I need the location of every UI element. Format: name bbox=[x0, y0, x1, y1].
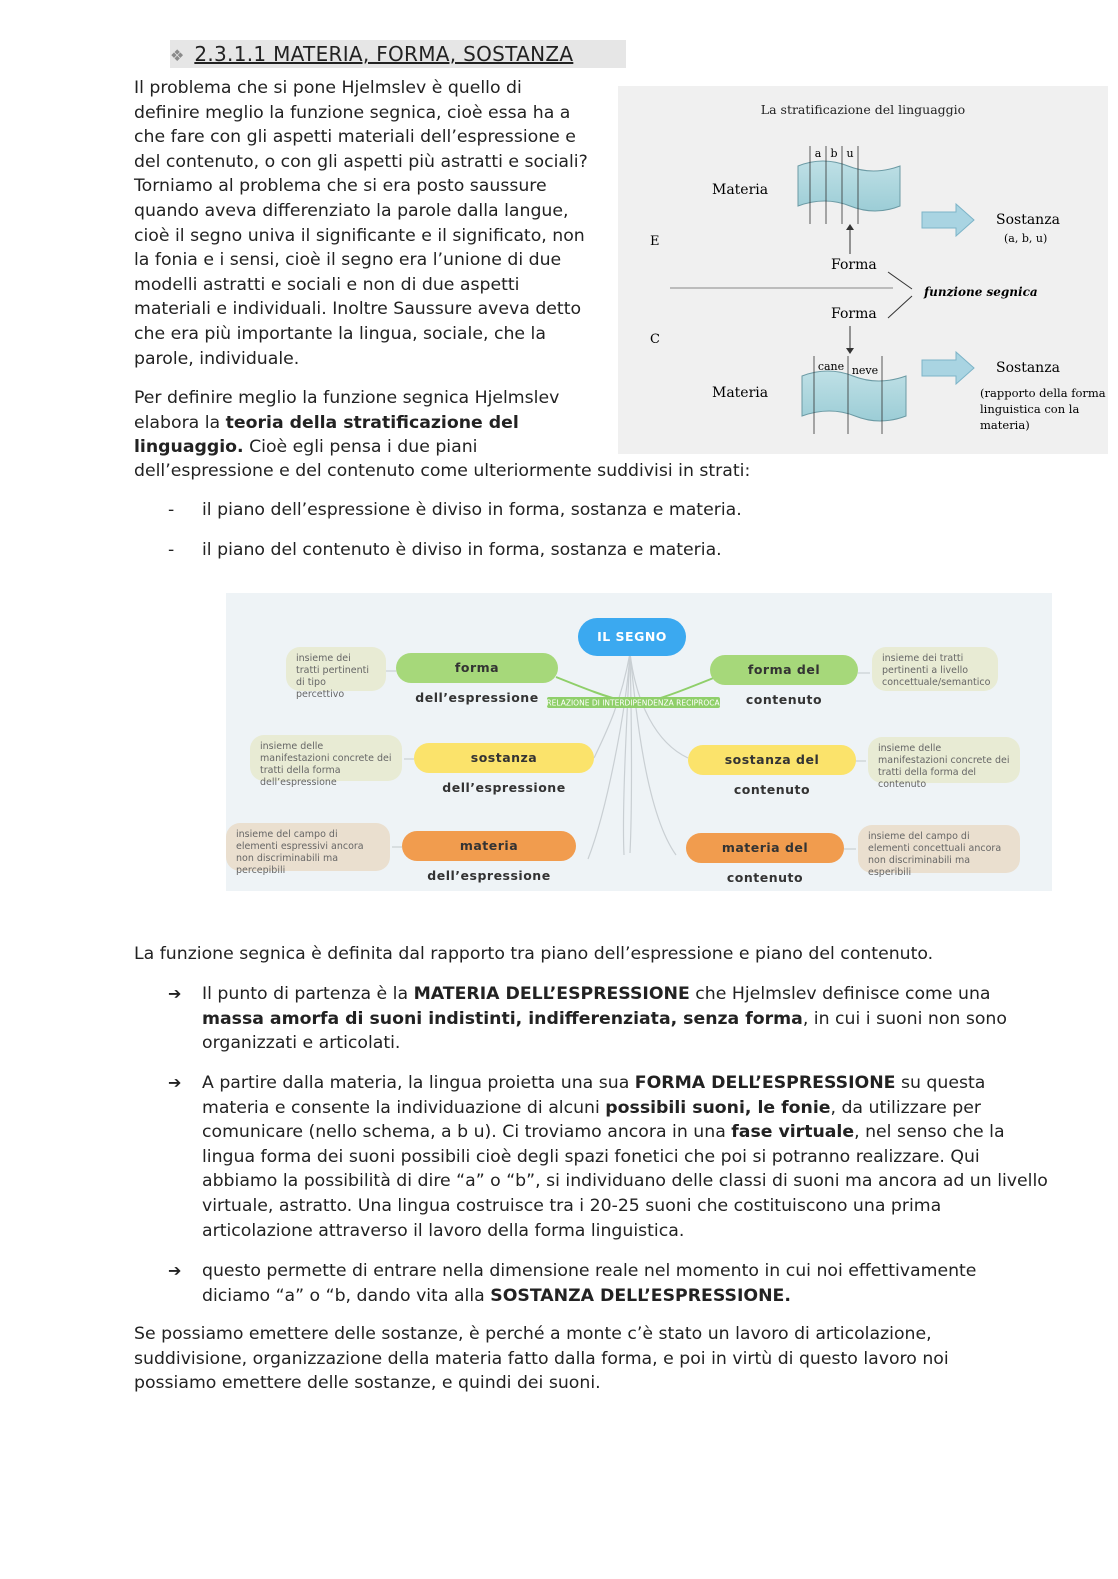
arrow-sostanza-bottom-icon bbox=[922, 352, 974, 384]
intro-line: Il problema che si pone Hjelmslev è quello di bbox=[134, 78, 522, 98]
figure-title: La stratificazione del linguaggio bbox=[760, 102, 966, 117]
intro-line: parole, individuale. bbox=[134, 348, 300, 369]
arrow-bold: FORMA DELL’ESPRESSIONE bbox=[634, 1073, 896, 1093]
note-sostanza-espressione: insieme delle manifestazioni concrete dei tratti della forma dell’espressione bbox=[250, 735, 402, 781]
intro-line: che era più importante la lingua, sociale, che la bbox=[134, 323, 546, 344]
arrow-item-text bbox=[202, 1071, 1048, 1243]
label-c: C bbox=[650, 332, 660, 347]
strat-line bbox=[134, 435, 604, 460]
strat-line: dell’espressione e del contenuto come ulteriormente suddivisi in strati: bbox=[134, 461, 751, 481]
strat-line: Per definire meglio la funzione segnica Hjelmslev bbox=[134, 388, 560, 408]
arrow-right-icon: ➔ bbox=[168, 1073, 182, 1092]
wavy-band-bottom bbox=[802, 371, 906, 421]
intro-line: la fonia e i sensi, cioè il segno era l’unione di due bbox=[134, 250, 562, 271]
note-sostanza-contenuto: insieme delle manifestazioni concrete dei tratti della forma del contenuto bbox=[868, 737, 1020, 783]
arrow-bold: massa amorfa di suoni indistinti, indifferenziata, senza forma bbox=[202, 1008, 803, 1029]
intro-paragraph bbox=[134, 76, 624, 371]
letter-a: a bbox=[814, 147, 822, 160]
arrow-text: su questa materia e consente la individuazione di alcuni bbox=[202, 1073, 986, 1118]
list-item bbox=[168, 498, 968, 538]
strat-text: Cioè egli pensa i due piani bbox=[243, 437, 478, 458]
intro-line: definire meglio la funzione segnica, cioè essa ha a bbox=[134, 102, 571, 123]
intro-line: cioè il segno univa il significante e il significato, non bbox=[134, 225, 585, 246]
intro-line: che fare con gli aspetti materiali dell’espressione e bbox=[134, 127, 576, 148]
closing-paragraph: Se possiamo emettere delle sostanze, è perché a monte c’è stato un lavoro di articolazione, suddivisione, organizzazione della materia fatto dalla forma, e poi in virtù di questo lavoro noi possiamo emettere delle sostanze, e quindi dei suoni. bbox=[134, 1324, 949, 1394]
arrow-right-icon: ➔ bbox=[168, 984, 182, 1003]
label-materia-top: Materia bbox=[712, 182, 769, 198]
arrow-text: , da utilizzare per comunicare (nello schema, a b u). Ci troviamo ancora in una bbox=[202, 1097, 981, 1143]
strat-line bbox=[134, 411, 604, 436]
intro-line: del contenuto, o con gli aspetti più astratti e sociali? bbox=[134, 151, 588, 172]
note-forma-espressione: insieme dei tratti pertinenti di tipo percettivo bbox=[286, 647, 386, 691]
intro-line: quando aveva differenziato la parole dalla langue, bbox=[134, 200, 569, 221]
letter-u: u bbox=[846, 147, 854, 160]
label-sostanza-bottom: Sostanza bbox=[996, 360, 1060, 376]
node-materia-espressione: materia dell’espressione bbox=[402, 831, 576, 861]
label-forma-top: Forma bbox=[831, 257, 877, 273]
wavy-band-top bbox=[798, 161, 900, 211]
arrow-text: A partire dalla materia, la lingua proietta una sua bbox=[202, 1073, 635, 1093]
diamond-bullet-icon: ❖ bbox=[170, 46, 185, 65]
arrow-item-text bbox=[202, 1259, 1048, 1308]
node-sostanza-espressione: sostanza dell’espressione bbox=[414, 743, 594, 773]
stratification-diagram bbox=[618, 86, 1108, 454]
arrow-up-icon bbox=[846, 224, 854, 230]
arrow-sostanza-top-icon bbox=[922, 204, 974, 236]
list-item bbox=[168, 538, 968, 578]
strat-bold: linguaggio. bbox=[134, 437, 244, 458]
note-materia-contenuto: insieme del campo di elementi concettuali ancora non discriminabili ma esperibili bbox=[858, 825, 1020, 873]
intro-line: modelli astratti e sociali e non di due aspetti bbox=[134, 274, 520, 295]
label-funzione-segnica: funzione segnica bbox=[924, 285, 1038, 299]
strat-text: elabora la bbox=[134, 412, 226, 433]
node-materia-contenuto: materia del contenuto bbox=[686, 833, 844, 863]
list-item-text: il piano dell’espressione è diviso in forma, sostanza e materia. bbox=[202, 500, 742, 520]
arrow-text: Il punto di partenza è la bbox=[202, 984, 414, 1004]
label-e: E bbox=[650, 234, 660, 249]
letter-b: b bbox=[830, 147, 838, 160]
note-forma-contenuto: insieme dei tratti pertinenti a livello concettuale/semantico bbox=[872, 647, 998, 691]
label-sostanza-top-sub: (a, b, u) bbox=[1004, 232, 1048, 245]
arrow-text: questo permette di entrare nella dimensione reale nel momento in cui noi effettivamente diciamo “a” o “b, dando vita alla bbox=[202, 1261, 977, 1306]
label-sostanza-bottom-sub: materia) bbox=[980, 418, 1030, 432]
note-materia-espressione: insieme del campo di elementi espressivi ancora non discriminabili ma percepibili bbox=[226, 823, 390, 871]
node-sostanza-contenuto: sostanza del contenuto bbox=[688, 745, 856, 775]
arrow-bold: SOSTANZA DELL’ESPRESSIONE. bbox=[490, 1285, 791, 1306]
section-heading bbox=[170, 40, 626, 68]
label-sostanza-top: Sostanza bbox=[996, 212, 1060, 228]
definition-line: La funzione segnica è definita dal rapporto tra piano dell’espressione e piano del contenuto. bbox=[134, 944, 934, 964]
stratification-paragraph bbox=[134, 386, 604, 460]
label-forma-bottom: Forma bbox=[831, 306, 877, 322]
node-forma-contenuto: forma del contenuto bbox=[710, 655, 858, 685]
arrow-text: , nel senso che la lingua forma dei suoni possibili cioè degli spazi fonetici che poi si potranno realizzare. Qui abbiamo la possibilità di dire “a” o “b”, si individuano delle classi di suoni ma ancora ad un livello virtuale, astratto. Una lingua costruisce tra i 20-25 suoni che costituiscono una prima articolazione attraverso il lavoro della forma linguistica. bbox=[202, 1122, 1048, 1241]
dash-list bbox=[168, 498, 968, 578]
node-il-segno: IL SEGNO bbox=[578, 618, 686, 656]
list-item-text: il piano del contenuto è diviso in forma, sostanza e materia. bbox=[202, 540, 722, 560]
arrow-bold: MATERIA DELL’ESPRESSIONE bbox=[413, 984, 690, 1004]
dash-marker: - bbox=[168, 540, 175, 560]
mindmap bbox=[226, 593, 1052, 891]
intro-line: Torniamo al problema che si era posto saussure bbox=[134, 176, 547, 197]
relation-label: RELAZIONE DI INTERDIPENDENZA RECIPROCA bbox=[546, 698, 720, 708]
label-sostanza-bottom-sub: linguistica con la bbox=[980, 402, 1080, 416]
arrow-right-icon: ➔ bbox=[168, 1261, 182, 1280]
strat-bold: teoria della stratificazione del bbox=[225, 412, 519, 433]
section-title: 2.3.1.1 MATERIA, FORMA, SOSTANZA bbox=[194, 42, 574, 66]
stratification-figure bbox=[618, 86, 1108, 454]
arrow-down-icon bbox=[846, 348, 854, 354]
dash-marker: - bbox=[168, 500, 175, 520]
intro-line: materiali e individuali. Inoltre Saussure aveva detto bbox=[134, 299, 582, 320]
word-cane: cane bbox=[817, 360, 845, 373]
arrow-text: , in cui i suoni non sono organizzati e articolati. bbox=[202, 1008, 1007, 1054]
arrow-bold: fase virtuale bbox=[731, 1122, 855, 1143]
arrow-bold: possibili suoni, le fonie bbox=[605, 1097, 831, 1118]
word-neve: neve bbox=[851, 364, 879, 377]
label-sostanza-bottom-sub: (rapporto della forma bbox=[980, 386, 1106, 400]
arrow-text: che Hjelmslev definisce come una bbox=[689, 984, 991, 1004]
node-forma-espressione: forma dell’espressione bbox=[396, 653, 558, 683]
label-materia-bottom: Materia bbox=[712, 385, 769, 401]
arrow-item-text bbox=[202, 982, 1048, 1056]
